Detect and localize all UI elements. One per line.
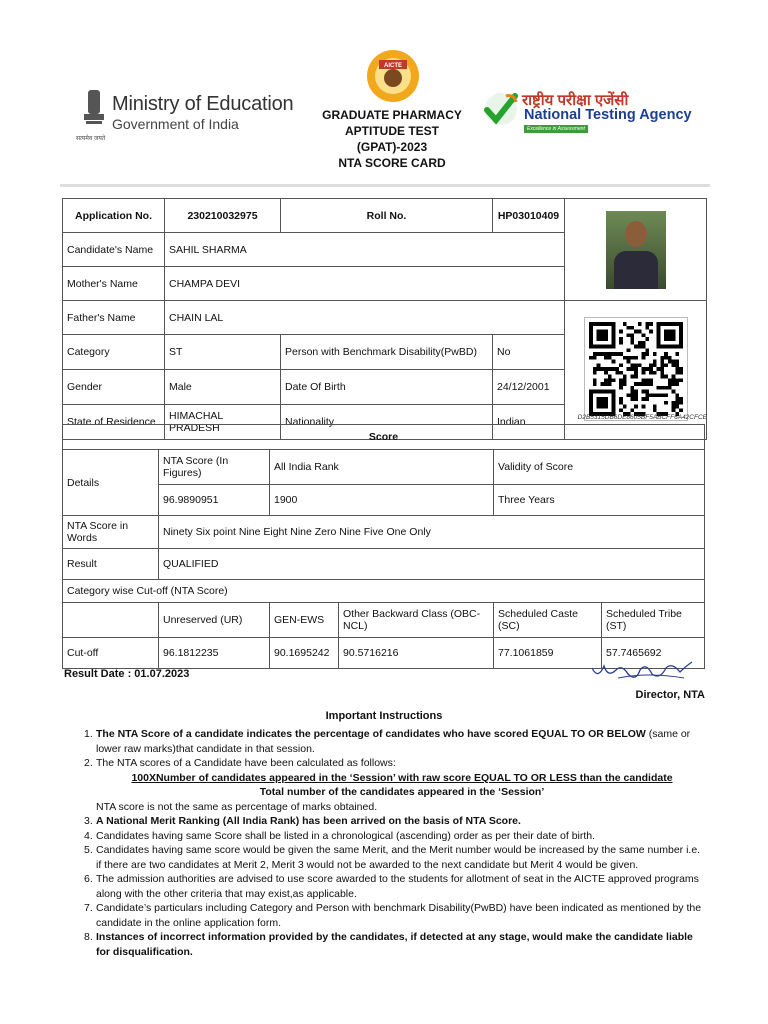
list-item: 4. Candidates having same Score shall be listed in a chronological (ascending) order as per their date of birth. <box>84 829 596 842</box>
instruction-8: Instances of incorrect information provided by the candidates, if detected at any stage, would make the candidate liable for disqualification. <box>96 931 693 958</box>
table-row <box>63 450 705 485</box>
formula-denominator: Total number of the candidates appeared in the ‘Session’ <box>259 786 545 798</box>
nta-name: National Testing Agency <box>524 107 692 123</box>
cutoff-value-ur: 96.1812235 <box>159 638 270 669</box>
nta-hindi-name: राष्ट्रीय परीक्षा एजेंसी <box>522 92 629 109</box>
table-row <box>63 199 707 233</box>
validity-label: Validity of Score <box>494 450 705 485</box>
state-value: HIMACHAL PRADESH <box>165 405 281 440</box>
nta-tagline: Excellence in Assessment <box>524 125 588 133</box>
pwbd-label: Person with Benchmark Disability(PwBD) <box>281 335 493 370</box>
test-title-line-2: APTITUDE TEST <box>344 124 439 138</box>
result-label: Result <box>63 549 159 580</box>
candidate-details-table <box>62 198 707 440</box>
dob-label: Date Of Birth <box>281 370 493 405</box>
application-no-label: Application No. <box>63 199 165 233</box>
roll-no-label: Roll No. <box>281 199 493 233</box>
state-label: State of Residence <box>63 405 165 440</box>
cutoff-value-obc: 90.5716216 <box>339 638 494 669</box>
mother-label: Mother's Name <box>63 267 165 301</box>
header-divider <box>60 184 710 187</box>
instruction-6: The admission authorities are advised to use score awarded to the students for allotment of seat in the AICTE approved programs along with the other criteria that may exist,as applicable. <box>96 873 699 900</box>
cutoff-blank-cell <box>63 603 159 638</box>
list-item: 7. Candidate’s particulars including Category and Person with benchmark Disability(PwBD) have been indicated as mentioned by the candidate in the online application form. <box>84 902 702 929</box>
aicte-logo-text: AICTE <box>384 63 402 69</box>
score-heading: Score <box>63 425 705 450</box>
test-title-line-4: NTA SCORE CARD <box>338 156 446 170</box>
result-value: QUALIFIED <box>159 549 705 580</box>
cutoff-heading: Category wise Cut-off (NTA Score) <box>63 580 705 603</box>
list-item: 1. The NTA Score of a candidate indicates the percentage of candidates who have scored EQUAL TO OR BELOW (same or lower raw marks)that candidate in that session. <box>84 728 691 755</box>
details-label: Details <box>63 450 159 516</box>
cutoff-category-obc: Other Backward Class (OBC-NCL) <box>339 603 494 638</box>
table-row <box>63 425 705 450</box>
cutoff-value-st: 57.7465692 <box>602 638 705 669</box>
cutoff-value-sc: 77.1061859 <box>494 638 602 669</box>
formula-numerator: 100XNumber of candidates appeared in the ‘Session’ with raw score EQUAL TO OR LESS than the candidate <box>131 771 673 784</box>
qr-code-icon <box>584 317 688 421</box>
cutoff-category-ews: GEN-EWS <box>270 603 339 638</box>
test-title-line-1: GRADUATE PHARMACY <box>322 108 462 122</box>
score-table <box>62 424 705 669</box>
instruction-3: A National Merit Ranking (All India Rank) has been arrived on the basis of NTA Score. <box>96 815 521 827</box>
score-formula <box>96 771 708 800</box>
national-emblem-icon <box>80 88 108 132</box>
table-row <box>63 516 705 549</box>
category-label: Category <box>63 335 165 370</box>
cutoff-category-st: Scheduled Tribe (ST) <box>602 603 705 638</box>
category-value: ST <box>165 335 281 370</box>
list-item: 5. Candidates having same score would be given the same Merit, and the Merit number would be increased by the same number i.e. if there are two candidates at Merit 2, Merit 3 would not be awarded to the next candidate but Merit 4 would be given. <box>84 844 701 871</box>
table-row <box>63 549 705 580</box>
list-item: 6. The admission authorities are advised to use score awarded to the students for allotment of seat in the AICTE approved programs along with the other criteria that may exist,as applicable. <box>84 873 699 900</box>
photo-cell <box>565 199 707 301</box>
instruction-2-note: NTA score is not the same as percentage of marks obtained. <box>96 800 378 813</box>
gender-value: Male <box>165 370 281 405</box>
ministry-subtitle: Government of India <box>112 116 239 132</box>
test-title-line-3: (GPAT)-2023 <box>356 140 428 154</box>
pwbd-value: No <box>493 335 565 370</box>
air-label: All India Rank <box>270 450 494 485</box>
mother-value: CHAMPA DEVI <box>165 267 565 301</box>
father-label: Father's Name <box>63 301 165 335</box>
instruction-4: Candidates having same Score shall be listed in a chronological (ascending) order as per their date of birth. <box>96 829 596 842</box>
list-item: 8. Instances of incorrect information provided by the candidates, if detected at any stage, would make the candidate liable for disqualification. <box>84 931 693 958</box>
candidate-photo <box>606 211 666 289</box>
cutoff-value-ews: 90.1695242 <box>270 638 339 669</box>
director-signature-icon <box>588 656 698 686</box>
nationality-value: Indian <box>493 405 565 440</box>
nta-check-logo-icon <box>484 92 518 126</box>
nationality-label: Nationality <box>281 405 493 440</box>
table-row <box>63 301 707 335</box>
validity-value: Three Years <box>494 485 705 516</box>
dob-value: 24/12/2001 <box>493 370 565 405</box>
table-row <box>63 485 705 516</box>
instruction-2: The NTA scores of a Candidate have been calculated as follows: <box>96 757 396 769</box>
table-row <box>63 580 705 603</box>
nta-score-value: 96.9890951 <box>159 485 270 516</box>
cutoff-label: Cut-off <box>63 638 159 669</box>
instruction-1-rest: (same or lower raw marks)that candidate in that session. <box>96 728 691 755</box>
table-row <box>63 603 705 638</box>
cutoff-category-sc: Scheduled Caste (SC) <box>494 603 602 638</box>
instructions-list <box>84 727 708 959</box>
score-words-value: Ninety Six point Nine Eight Nine Zero Nine Five One Only <box>159 516 705 549</box>
qr-code-text: D2B5315DB6DE8605BF5ABCFF6A42CFCE <box>577 414 707 421</box>
nta-score-label: NTA Score (In Figures) <box>159 450 270 485</box>
gender-label: Gender <box>63 370 165 405</box>
ministry-title: Ministry of Education <box>112 93 294 115</box>
instruction-1-bold: The NTA Score of a candidate indicates the percentage of candidates who have scored EQUAL TO OR BELOW <box>96 728 646 740</box>
test-title-block <box>306 107 478 171</box>
instruction-7: Candidate’s particulars including Category and Person with benchmark Disability(PwBD) have been indicated as mentioned by the candidate in the online application form. <box>96 902 702 929</box>
name-value: SAHIL SHARMA <box>165 233 565 267</box>
list-item: 2. The NTA scores of a Candidate have been calculated as follows: 100XNumber of candidates appeared in the ‘Session’ with raw score EQUAL TO OR LESS than the candidate Total number of the candidates appeared in the ‘Session’ NTA score is not the same as percentage of marks obtained. <box>96 756 708 814</box>
instructions-title: Important Instructions <box>325 710 443 722</box>
director-label: Director, NTA <box>635 689 705 701</box>
emblem-motto: सत्यमेव जयते <box>76 136 106 142</box>
result-date: Result Date : 01.07.2023 <box>64 668 190 680</box>
cutoff-category-ur: Unreserved (UR) <box>159 603 270 638</box>
father-value: CHAIN LAL <box>165 301 565 335</box>
score-words-label: NTA Score in Words <box>63 516 159 549</box>
application-no-value: 230210032975 <box>165 199 281 233</box>
list-item: 3. A National Merit Ranking (All India Rank) has been arrived on the basis of NTA Score. <box>84 815 521 827</box>
aicte-logo-icon <box>361 48 425 106</box>
air-value: 1900 <box>270 485 494 516</box>
roll-no-value: HP03010409 <box>493 199 565 233</box>
name-label: Candidate's Name <box>63 233 165 267</box>
instruction-5: Candidates having same score would be given the same Merit, and the Merit number would be increased by the same number i.e. if there are two candidates at Merit 2, Merit 3 would not be awarded to the next candidate but Merit 4 would be given. <box>96 844 701 871</box>
